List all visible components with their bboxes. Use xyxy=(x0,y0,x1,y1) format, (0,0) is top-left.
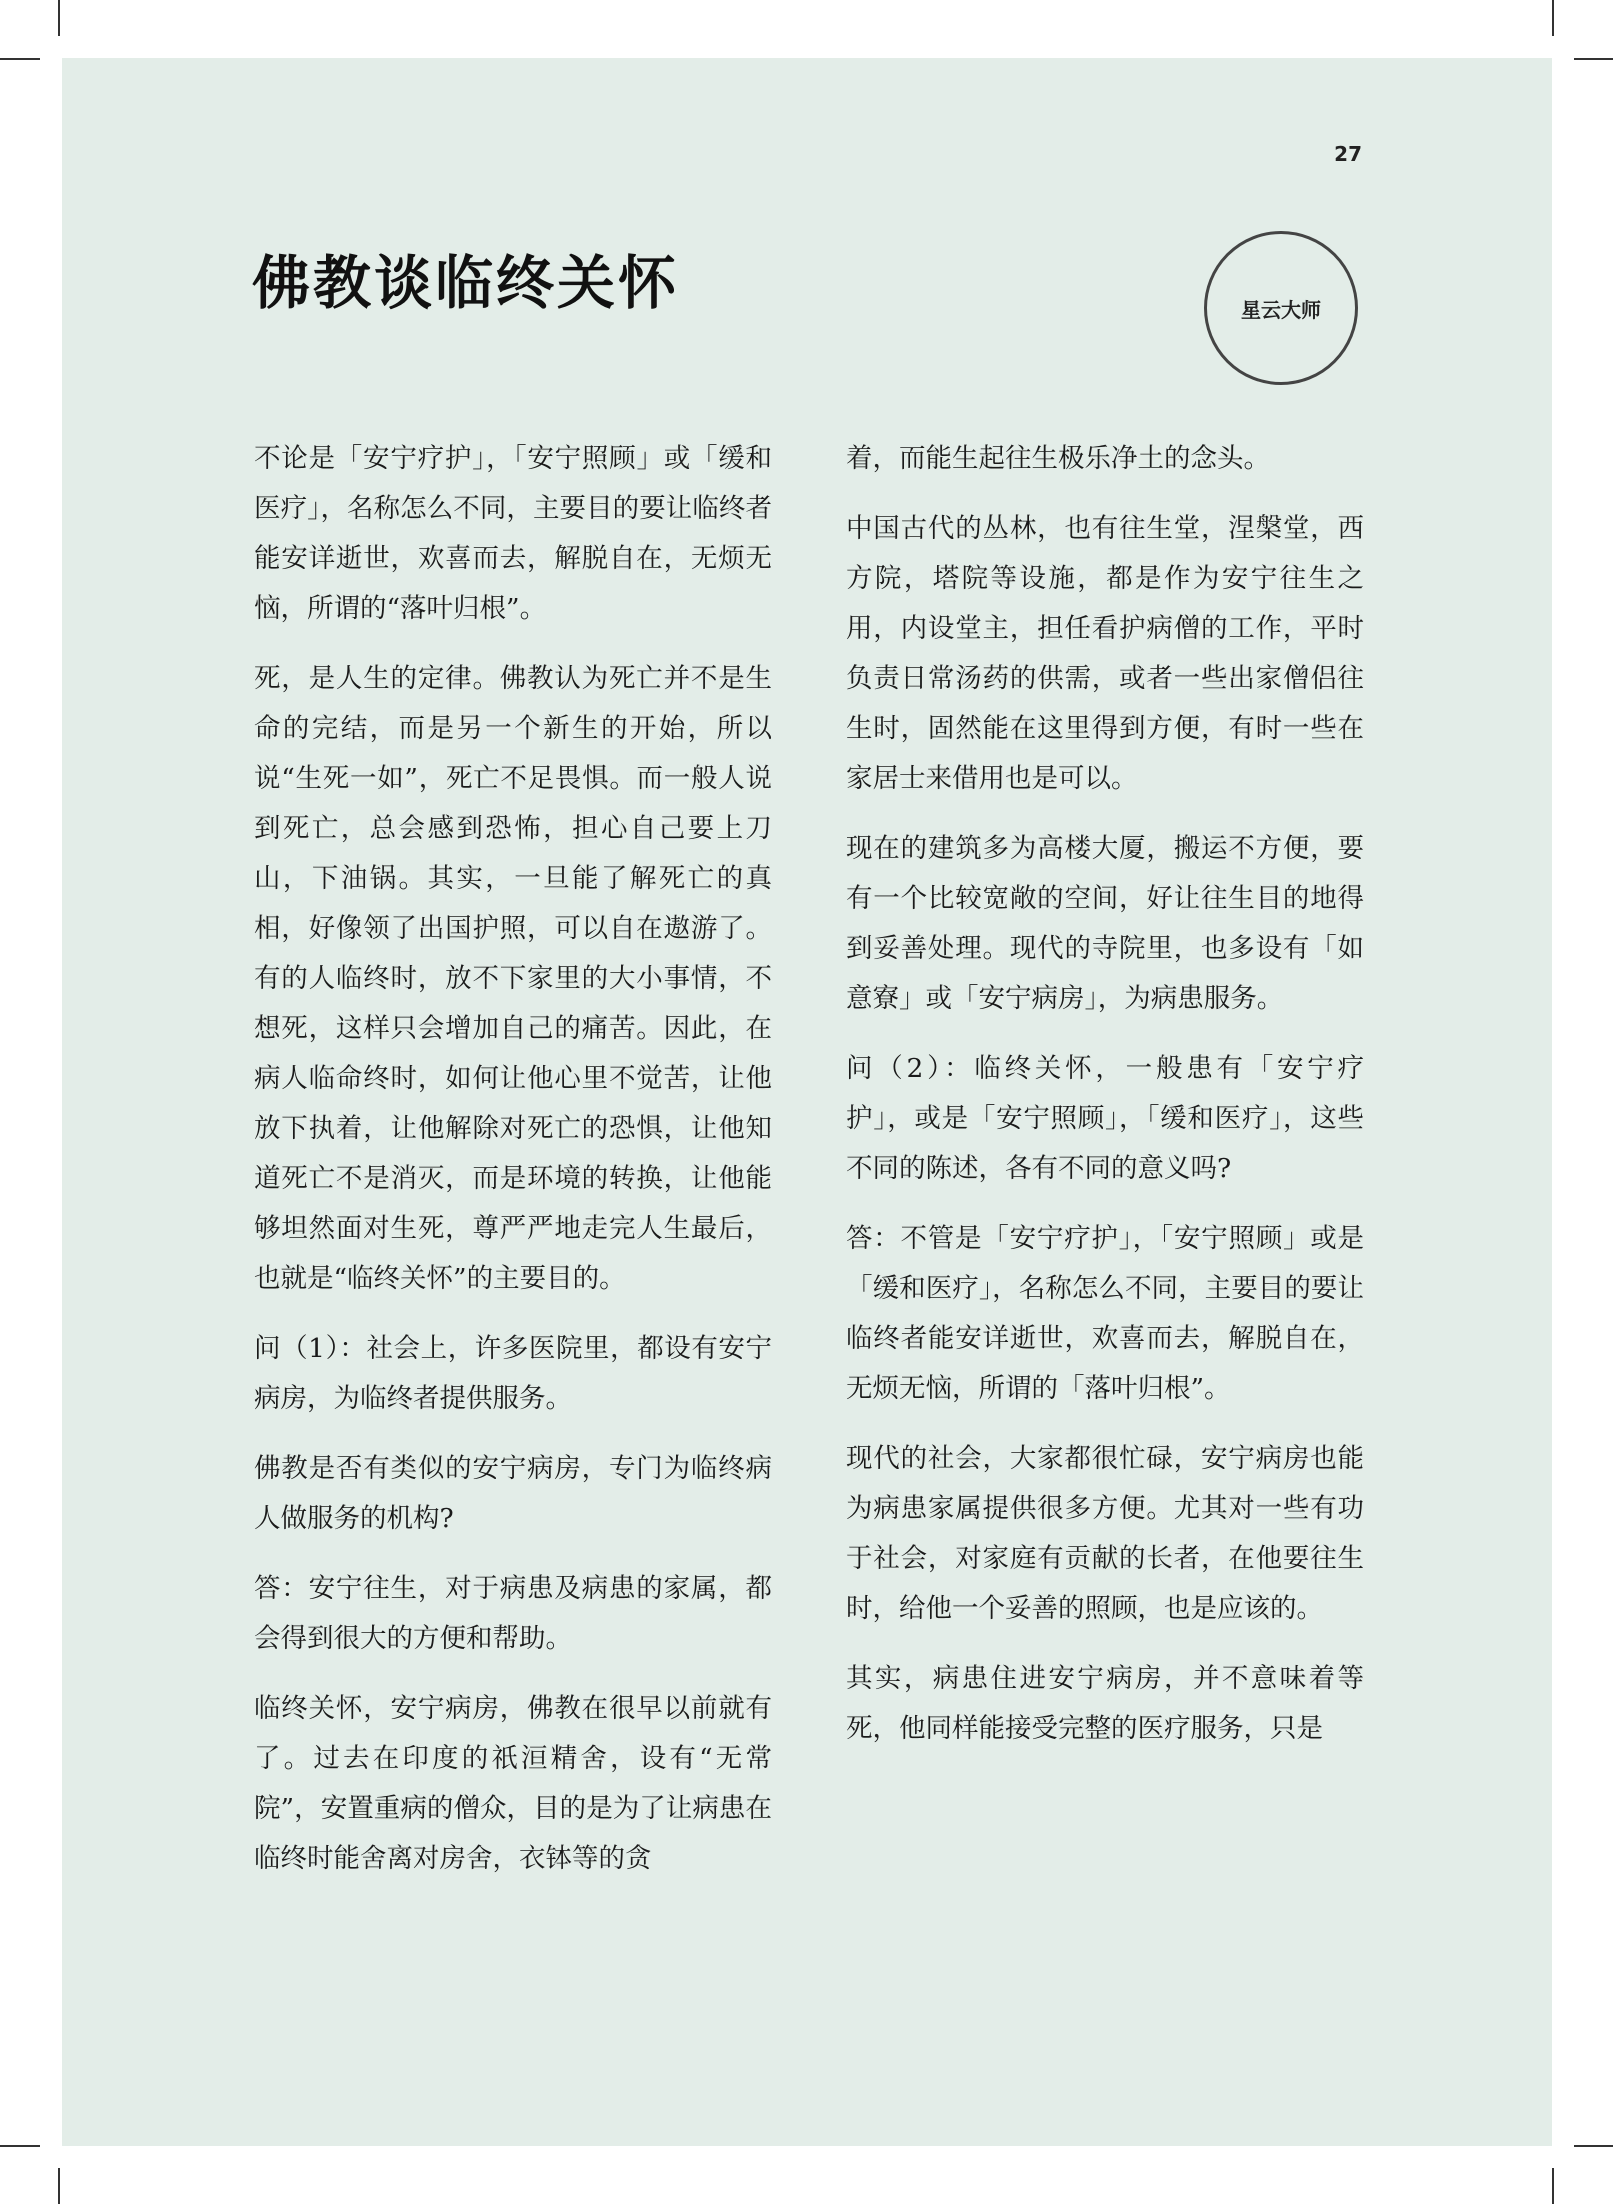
paragraph: 现在的建筑多为高楼大厦，搬运不方便，要有一个比较宽敞的空间，好让往生目的地得到妥善处理。现代的寺院里，也多设有「如意寮」或「安宁病房」，为病患服务。 xyxy=(846,833,1364,1014)
crop-mark xyxy=(1552,0,1554,36)
crop-mark xyxy=(1574,2145,1613,2147)
paragraph: 现代的社会，大家都很忙碌，安宁病房也能为病患家属提供很多方便。尤其对一些有功于社会，对家庭有贡献的长者，在他要往生时，给他一个妥善的照顾，也是应该的。 xyxy=(846,1443,1364,1624)
right-column xyxy=(846,434,1364,1774)
paragraph: 死，是人生的定律。佛教认为死亡并不是生命的完结，而是另一个新生的开始，所以说“生死一如”，死亡不足畏惧。而一般人说到死亡，总会感到恐怖，担心自己要上刀山，下油锅。其实，一旦能了解死亡的真相，好像领了出国护照，可以自在遨游了。有的人临终时，放不下家里的大小事情，不想死，这样只会增加自己的痛苦。因此，在病人临命终时，如何让他心里不觉苦，让他放下执着，让他解除对死亡的恐惧，让他知道死亡不是消灭，而是环境的转换，让他能够坦然面对生死，尊严严地走完人生最后，也就是“临终关怀”的主要目的。 xyxy=(254,663,772,1294)
paragraph: 答：不管是「安宁疗护」，「安宁照顾」或是「缓和医疗」，名称怎么不同，主要目的要让临终者能安详逝世，欢喜而去，解脱自在，无烦无恼，所谓的「落叶归根”。 xyxy=(846,1223,1364,1404)
paragraph: 佛教是否有类似的安宁病房，专门为临终病人做服务的机构? xyxy=(254,1453,772,1534)
article-title: 佛教谈临终关怀 xyxy=(252,249,680,317)
paragraph: 着，而能生起往生极乐净土的念头。 xyxy=(846,443,1270,474)
crop-mark xyxy=(0,58,40,60)
paragraph: 问（1）：社会上，许多医院里，都设有安宁病房，为临终者提供服务。 xyxy=(254,1333,772,1414)
crop-mark xyxy=(1552,2168,1554,2204)
crop-mark xyxy=(58,0,60,36)
author-name: 星云大师 xyxy=(1241,297,1321,322)
crop-mark xyxy=(58,2168,60,2204)
paragraph: 临终关怀，安宁病房，佛教在很早以前就有了。过去在印度的祇洹精舍，设有“无常院”，安置重病的僧众，目的是为了让病患在临终时能舍离对房舍，衣钵等的贪 xyxy=(254,1693,772,1874)
crop-mark xyxy=(0,2145,40,2147)
paragraph: 不论是「安宁疗护」，「安宁照顾」或「缓和医疗」，名称怎么不同，主要目的要让临终者能安详逝世，欢喜而去，解脱自在，无烦无恼，所谓的“落叶归根”。 xyxy=(254,443,772,624)
paragraph: 答：安宁往生，对于病患及病患的家属，都会得到很大的方便和帮助。 xyxy=(254,1573,772,1654)
paragraph: 中国古代的丛林，也有往生堂，涅槃堂，西方院，塔院等设施，都是作为安宁往生之用，内设堂主，担任看护病僧的工作，平时负责日常汤药的供需，或者一些出家僧侣往生时，固然能在这里得到方便，有时一些在家居士来借用也是可以。 xyxy=(846,513,1364,794)
paragraph: 问（2）：临终关怀，一般患有「安宁疗护」，或是「安宁照顾」，「缓和医疗」，这些不同的陈述，各有不同的意义吗? xyxy=(846,1053,1364,1184)
crop-mark xyxy=(1574,58,1613,60)
paragraph: 其实，病患住进安宁病房，并不意味着等死，他同样能接受完整的医疗服务，只是 xyxy=(846,1663,1364,1744)
left-column xyxy=(254,434,772,1904)
page-number: 27 xyxy=(1334,142,1362,166)
author-badge xyxy=(1204,231,1358,385)
